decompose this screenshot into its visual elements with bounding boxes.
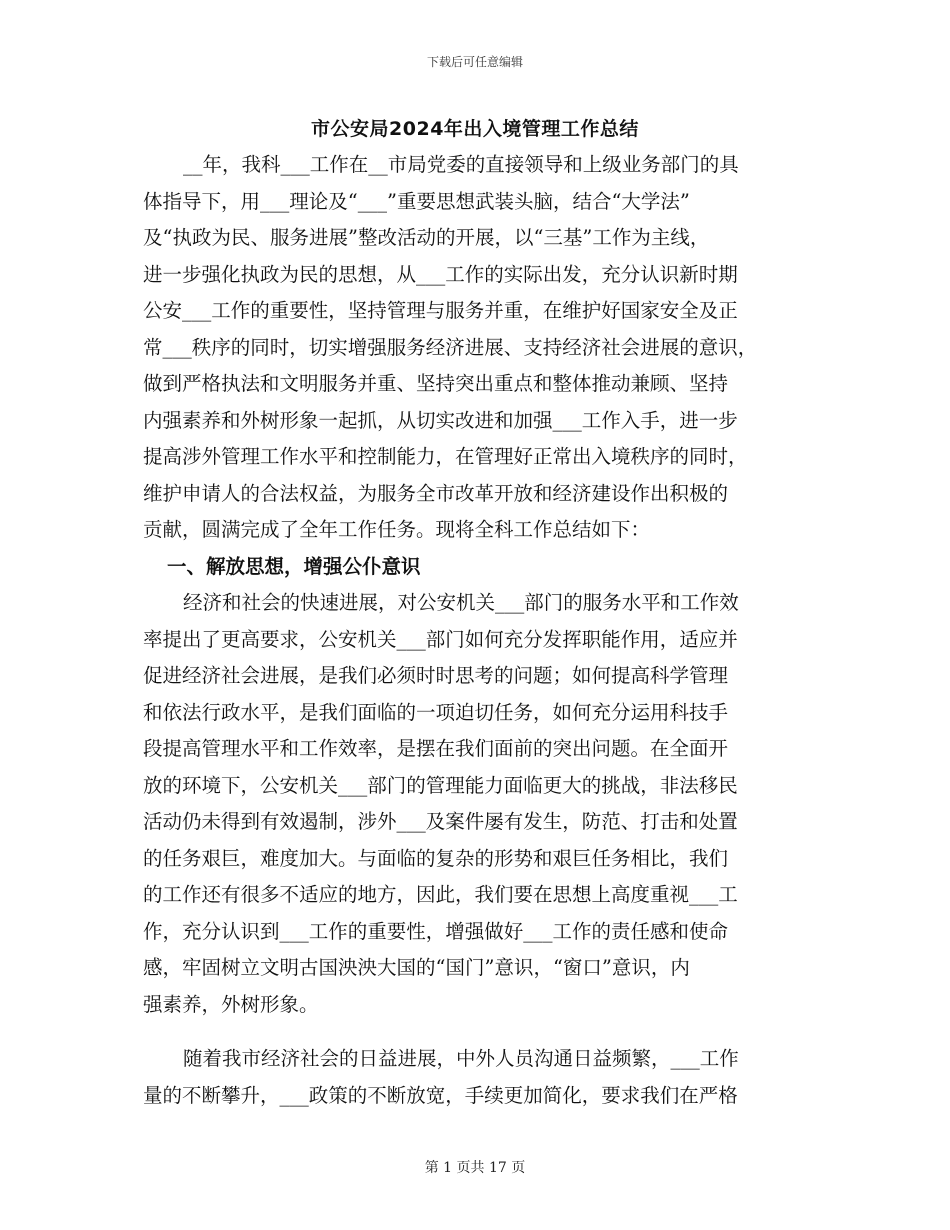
paragraph-line: 内强素养和外树形象一起抓，从切实改进和加强___工作入手，进一步	[143, 408, 738, 432]
paragraph-line: 率提出了更高要求，公安机关___部门如何充分发挥职能作用，适应并	[143, 627, 738, 651]
paragraph-line: 体指导下，用___理论及“___”重要思想武装头脑，结合“大学法”	[143, 189, 690, 213]
paragraph-line: 量的不断攀升，___政策的不断放宽，手续更加简化，要求我们在严格	[143, 1083, 738, 1107]
paragraph-line: 感，牢固树立文明古国泱泱大国的“国门”意识，“窗口”意识，内	[143, 956, 690, 979]
paragraph-line: 常___秩序的同时，切实增强服务经济进展、支持经济社会进展的意识，	[143, 335, 758, 359]
paragraph-line: 和依法行政水平，是我们面临的一项迫切任务，如何充分运用科技手	[143, 700, 729, 724]
paragraph-line: 公安___工作的重要性，坚持管理与服务并重，在维护好国家安全及正	[143, 299, 738, 322]
paragraph-line: 作，充分认识到___工作的重要性，增强做好___工作的责任感和使命	[143, 919, 729, 943]
paragraph-line: 及“执政为民、服务进展”整改活动的开展，以“三基”工作为主线，	[143, 226, 710, 249]
paragraph-gap	[143, 1023, 813, 1041]
paragraph-line: 放的环境下，公安机关___部门的管理能力面临更大的挑战，非法移民	[143, 773, 738, 797]
paragraph-line: 提高涉外管理工作水平和控制能力，在管理好正常出入境秩序的同时，	[143, 445, 748, 468]
section-heading: 一、解放思想，增强公仆意识	[167, 554, 421, 578]
paragraph-line: 强素养，外树形象。	[143, 992, 319, 1016]
paragraph-line: 贡献，圆满完成了全年工作任务。现将全科工作总结如下：	[143, 518, 651, 541]
page-number: 第 1 页共 17 页	[424, 1160, 526, 1176]
paragraph-line: 经济和社会的快速进展，对公安机关___部门的服务水平和工作效	[183, 591, 739, 614]
document-title: 市公安局2024年出入境管理工作总结	[311, 118, 639, 140]
document-body	[143, 147, 813, 1114]
paragraph-line: 的工作还有很多不适应的地方，因此，我们要在思想上高度重视___工	[143, 883, 738, 906]
paragraph-line: 进一步强化执政为民的思想，从___工作的实际出发，充分认识新时期	[143, 262, 738, 286]
paragraph-line: 做到严格执法和文明服务并重、坚持突出重点和整体推动兼顾、坚持	[143, 372, 729, 395]
paragraph-line: 促进经济社会进展，是我们必须时时思考的问题；如何提高科学管理	[143, 664, 729, 687]
paragraph-line: 段提高管理水平和工作效率，是摆在我们面前的突出问题。在全面开	[143, 737, 729, 760]
paragraph-line: __年，我科___工作在__市局党委的直接领导和上级业务部门的具	[183, 153, 739, 176]
paragraph-line: 的任务艰巨，难度加大。与面临的复杂的形势和艰巨任务相比，我们	[143, 846, 729, 870]
paragraph-line: 维护申请人的合法权益，为服务全市改革开放和经济建设作出积极的	[143, 481, 729, 505]
page-header-note: 下载后可任意编辑	[426, 55, 523, 69]
paragraph-line: 活动仍未得到有效遏制，涉外___及案件屡有发生，防范、打击和处置	[143, 810, 738, 833]
paragraph-line: 随着我市经济社会的日益进展，中外人员沟通日益频繁，___工作	[183, 1047, 739, 1070]
